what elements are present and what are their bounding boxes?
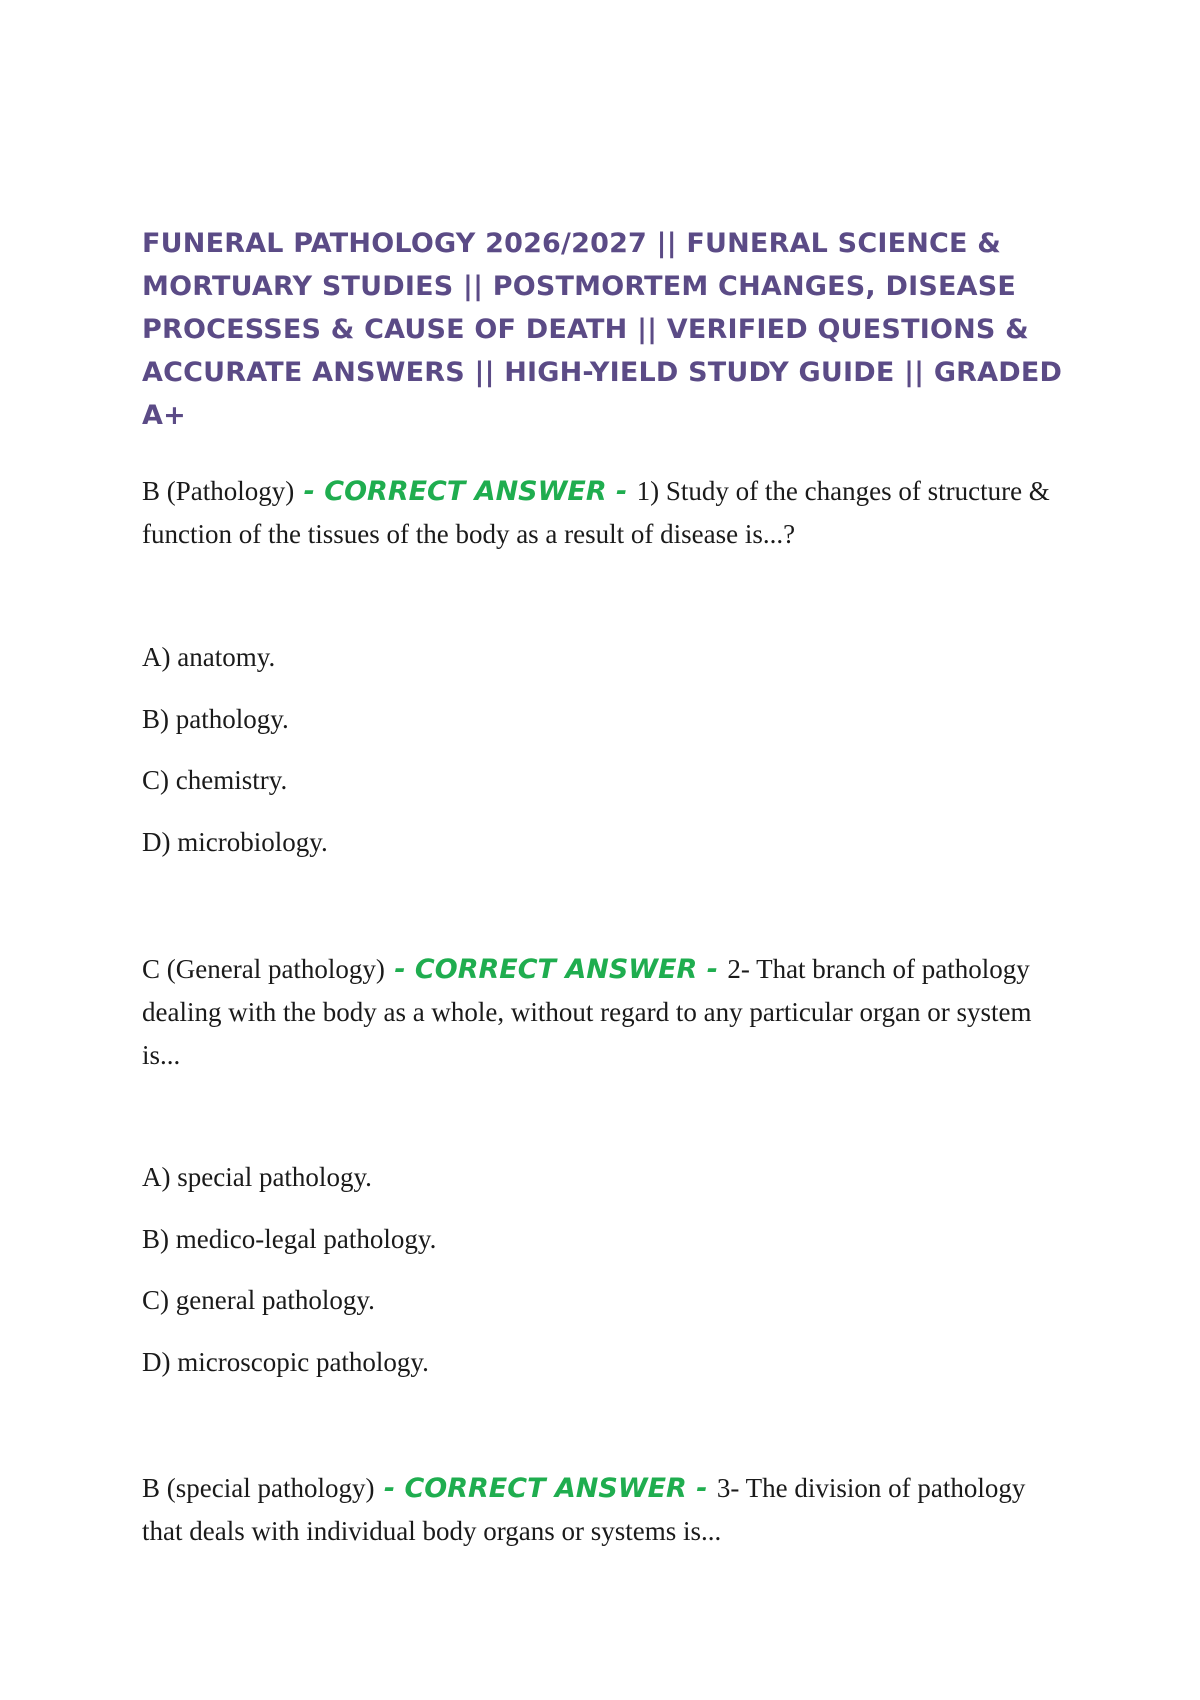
correct-answer-marker: - CORRECT ANSWER - (384, 954, 728, 985)
option-a: A) anatomy. (142, 642, 276, 672)
question-block-2 (142, 948, 1072, 1077)
question-paragraph (142, 948, 1072, 1077)
question-text: 1) Study of the changes of structure & function of the tissues of the body as a result of disease is...? (142, 476, 1050, 549)
answer-label: C (General pathology) (142, 954, 385, 984)
option-b: B) medico-legal pathology. (142, 1224, 437, 1254)
option-b: B) pathology. (142, 704, 289, 734)
option-c: C) chemistry. (142, 765, 288, 795)
question-text: 2- That branch of pathology dealing with the body as a whole, without regard to any particular organ or system is... (142, 954, 1032, 1070)
correct-answer-marker: - CORRECT ANSWER - (294, 476, 637, 507)
option-a: A) special pathology. (142, 1162, 372, 1192)
question-paragraph (142, 1467, 1072, 1553)
question-paragraph (142, 470, 1072, 556)
answer-label: B (Pathology) (142, 476, 295, 506)
option-c: C) general pathology. (142, 1285, 375, 1315)
question-block-1 (142, 470, 1072, 556)
question-block-3 (142, 1467, 1072, 1553)
answer-label: B (special pathology) (142, 1473, 375, 1503)
correct-answer-marker: - CORRECT ANSWER - (374, 1473, 717, 1504)
option-d: D) microscopic pathology. (142, 1347, 429, 1377)
option-d: D) microbiology. (142, 827, 328, 857)
document-title: FUNERAL PATHOLOGY 2026/2027 || FUNERAL SCIENCE & MORTUARY STUDIES || POSTMORTEM CHANGES, DISEASE PROCESSES & CAUSE OF DEATH || VERIFIED QUESTIONS & ACCURATE ANSWERS || HIGH-YIELD STUDY GUIDE || GRADED A+ (142, 228, 1063, 431)
question-text: 3- The division of pathology that deals with individual body organs or systems is... (142, 1473, 1026, 1546)
